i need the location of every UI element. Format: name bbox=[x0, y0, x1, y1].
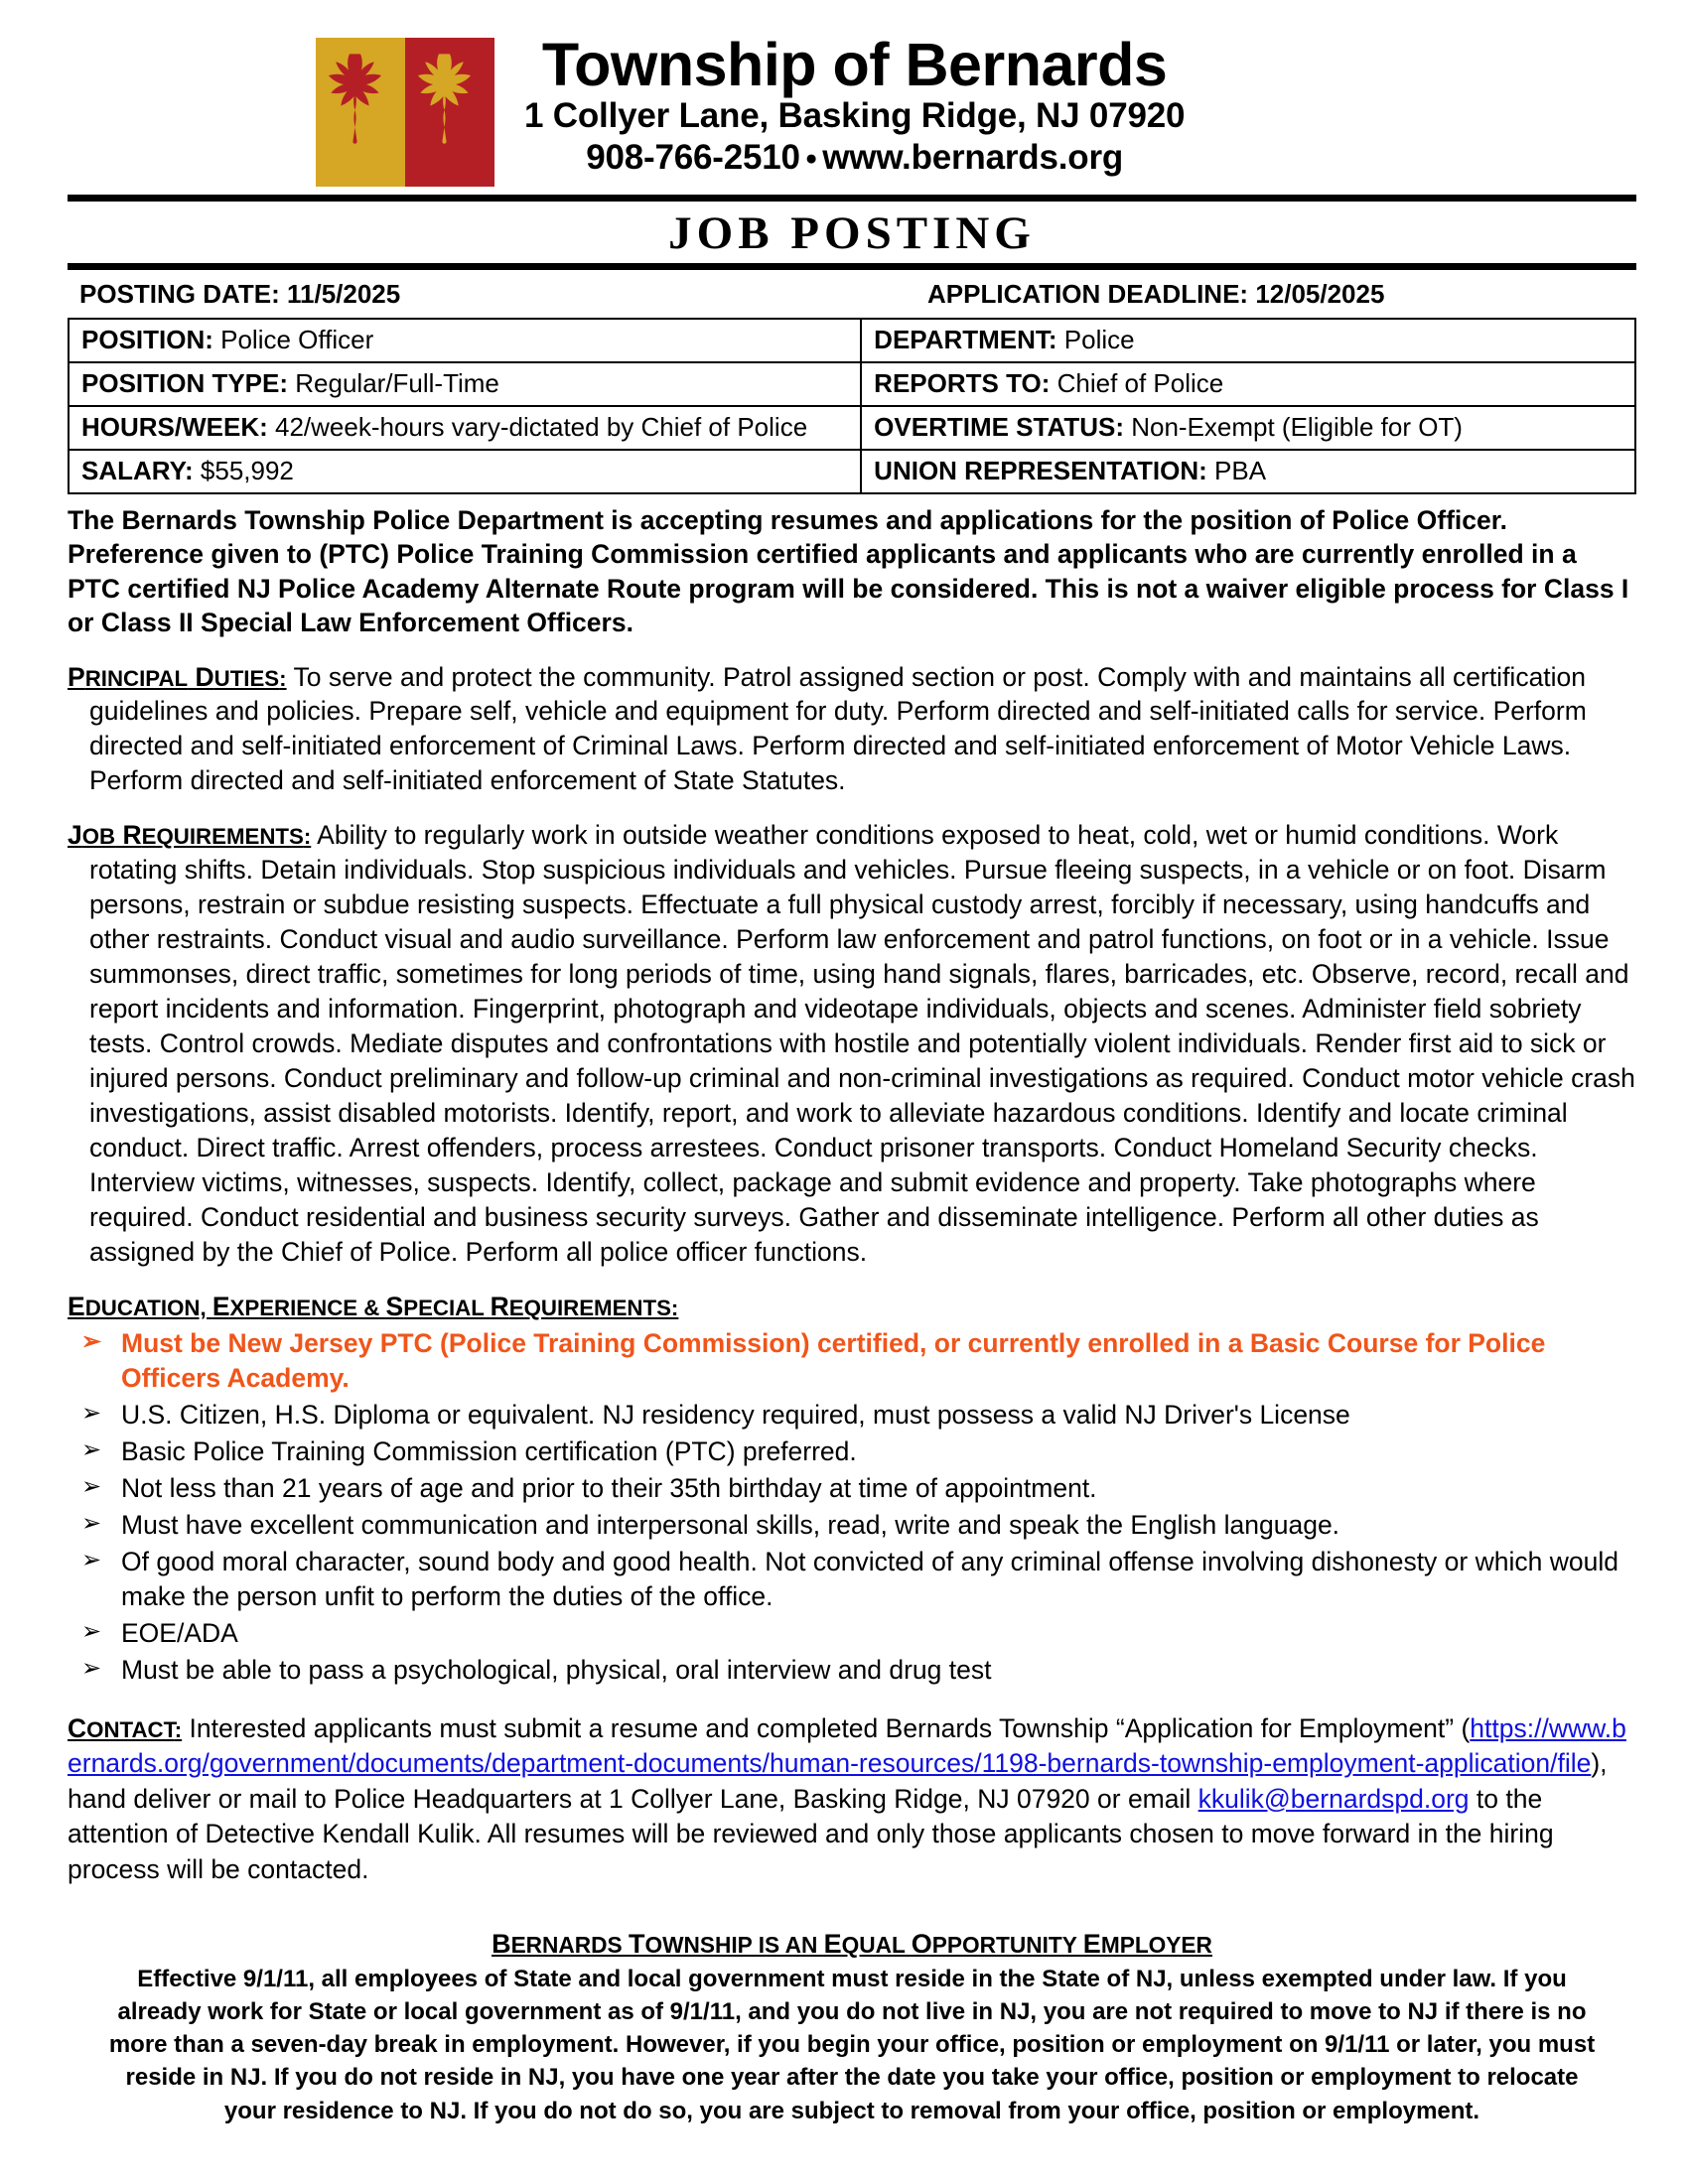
principal-duties-body: To serve and protect the community. Patrol assigned section or post. Comply with and maintains all certification guidelines and policies. Prepare self, vehicle and equipment for duty. Perform directed and self-initiated calls for service. Perform directed and self-initiated enforcement of Criminal Laws. Perform directed and self-initiated enforcement of Motor Vehicle Laws. Perform directed and self-initiated enforcement of State Statutes. bbox=[89, 661, 1587, 796]
list-item bbox=[68, 1326, 1636, 1396]
overtime-status-value: Non-Exempt (Eligible for OT) bbox=[1123, 411, 1463, 442]
department-label: DEPARTMENT: bbox=[874, 324, 1057, 354]
contact-text-part1: Interested applicants must submit a resume and completed Bernards Township “Application for Employment” ( bbox=[182, 1712, 1471, 1743]
list-item-text: Not less than 21 years of age and prior to their 35th birthday at time of appointment. bbox=[121, 1472, 1097, 1503]
dates-row bbox=[68, 270, 1636, 318]
heading-char2: R bbox=[122, 820, 142, 851]
application-deadline bbox=[788, 279, 1636, 310]
heading-char: E bbox=[823, 1929, 842, 1960]
contact-email-link[interactable]: kkulik@bernardspd.org bbox=[1197, 1783, 1470, 1814]
arrow-bullet-icon: ➢ bbox=[81, 1399, 102, 1427]
position-label: POSITION: bbox=[81, 324, 213, 354]
list-item bbox=[68, 1616, 1636, 1651]
cell-salary bbox=[69, 450, 861, 493]
list-item bbox=[68, 1545, 1636, 1614]
education-requirements-heading bbox=[68, 1292, 678, 1322]
organization-address: 1 Collyer Lane, Basking Ridge, NJ 07920 bbox=[524, 96, 1186, 136]
heading-rest: MPLOYER bbox=[1100, 1932, 1212, 1959]
list-item-text: Of good moral character, sound body and good health. Not convicted of any criminal offense involving dishonesty or which would make the person unfit to perform the duties of the office. bbox=[121, 1546, 1618, 1611]
list-item bbox=[68, 1508, 1636, 1543]
position-info-table bbox=[68, 318, 1636, 494]
contact-text-part2: ), hand deliver or mail to Police Headquarters at 1 Collyer Lane, Basking Ridge, NJ 07920 or email bbox=[68, 1748, 1608, 1814]
heading-char: O bbox=[911, 1929, 932, 1960]
contact-text-part3: to the attention of Detective Kendall Kulik. All resumes will be reviewed and only those applicants chosen to move forward in the hiring process will be contacted. bbox=[68, 1783, 1554, 1884]
heading-char: B bbox=[492, 1929, 511, 1960]
organization-contact-line bbox=[524, 137, 1185, 178]
cell-hours-week bbox=[69, 406, 861, 450]
organization-title: Township of Bernards bbox=[541, 31, 1168, 98]
reports-to-value: Chief of Police bbox=[1050, 367, 1224, 398]
header-text-block bbox=[524, 31, 1186, 178]
contact-heading bbox=[68, 1713, 182, 1743]
job-requirements-heading bbox=[68, 820, 311, 850]
posting-date bbox=[68, 279, 788, 310]
list-item bbox=[68, 1434, 1636, 1469]
heading-rest: OWNSHIP IS AN bbox=[644, 1932, 824, 1959]
heading-char: P bbox=[68, 661, 85, 692]
union-representation-label: UNION REPRESENTATION: bbox=[874, 455, 1207, 485]
heading-char: E bbox=[211, 1291, 230, 1321]
salary-label: SALARY: bbox=[81, 455, 194, 485]
heading-rest2: UTIES bbox=[213, 665, 280, 691]
job-requirements-section bbox=[68, 818, 1636, 1270]
heading-rest: ONTACT bbox=[86, 1716, 175, 1742]
heading-char: T bbox=[628, 1929, 645, 1960]
cell-position-type bbox=[69, 362, 861, 406]
cell-reports-to bbox=[861, 362, 1635, 406]
heading-rest: ERNARDS bbox=[510, 1932, 629, 1959]
heading-char: S bbox=[385, 1291, 404, 1321]
list-item-text: Basic Police Training Commission certification (PTC) preferred. bbox=[121, 1435, 857, 1466]
arrow-bullet-icon: ➢ bbox=[81, 1617, 102, 1645]
header-divider-top bbox=[68, 195, 1636, 202]
education-heading-wrap bbox=[68, 1270, 1636, 1326]
arrow-bullet-icon: ➢ bbox=[81, 1546, 102, 1573]
heading-colon: : bbox=[303, 824, 312, 850]
position-type-label: POSITION TYPE: bbox=[81, 367, 289, 398]
principal-duties-heading bbox=[68, 662, 287, 692]
heading-rest: PECIAL bbox=[403, 1295, 491, 1320]
heading-rest: DUCATION, bbox=[84, 1295, 212, 1320]
table-row bbox=[69, 362, 1635, 406]
contact-section bbox=[68, 1711, 1636, 1888]
heading-colon: : bbox=[174, 1716, 183, 1742]
department-value: Police bbox=[1056, 324, 1135, 354]
list-item bbox=[68, 1398, 1636, 1433]
heading-rest: PPORTUNITY bbox=[931, 1932, 1083, 1959]
heading-rest: OB bbox=[81, 824, 116, 850]
position-type-value: Regular/Full-Time bbox=[288, 367, 499, 398]
page-title: JOB POSTING bbox=[668, 207, 1036, 259]
posting-date-label: POSTING DATE: bbox=[79, 278, 280, 309]
list-item-text: U.S. Citizen, H.S. Diploma or equivalent. NJ residency required, must possess a valid NJ Driver's License bbox=[121, 1399, 1350, 1430]
overtime-status-label: OVERTIME STATUS: bbox=[874, 411, 1124, 442]
heading-rest: RINCIPAL bbox=[84, 665, 189, 691]
heading-char: E bbox=[68, 1291, 85, 1321]
township-oak-leaf-logo-icon bbox=[316, 38, 494, 187]
application-deadline-label: APPLICATION DEADLINE: bbox=[927, 278, 1249, 309]
website-url: www.bernards.org bbox=[822, 137, 1124, 177]
arrow-bullet-icon: ➢ bbox=[81, 1327, 102, 1355]
eeo-heading-text bbox=[492, 1929, 1212, 1959]
separator-dot: ● bbox=[804, 146, 818, 170]
arrow-bullet-icon: ➢ bbox=[81, 1472, 102, 1500]
cell-overtime-status bbox=[861, 406, 1635, 450]
heading-rest: XPERIENCE & bbox=[229, 1295, 386, 1320]
hours-week-label: HOURS/WEEK: bbox=[81, 411, 268, 442]
heading-rest2: EQUIREMENTS bbox=[141, 824, 304, 850]
arrow-bullet-icon: ➢ bbox=[81, 1509, 102, 1537]
arrow-bullet-icon: ➢ bbox=[81, 1435, 102, 1463]
heading-char: E bbox=[1082, 1929, 1101, 1960]
salary-value: $55,992 bbox=[193, 455, 294, 485]
heading-rest: EQUIREMENTS: bbox=[508, 1295, 679, 1320]
table-row bbox=[69, 319, 1635, 362]
principal-duties-section bbox=[68, 660, 1636, 799]
heading-rest: QUAL bbox=[841, 1932, 912, 1959]
list-item-text: Must be New Jersey PTC (Police Training Commission) certified, or currently enrolled in a Basic Course for Police Officers Academy. bbox=[121, 1327, 1546, 1393]
heading-char: C bbox=[68, 1712, 87, 1743]
eeo-heading bbox=[68, 1929, 1636, 1960]
header-divider-bottom bbox=[68, 263, 1636, 270]
reports-to-label: REPORTS TO: bbox=[874, 367, 1051, 398]
phone-number: 908-766-2510 bbox=[586, 137, 800, 177]
cell-department bbox=[861, 319, 1635, 362]
job-requirements-body: Ability to regularly work in outside weather conditions exposed to heat, cold, wet or humid conditions. Work rotating shifts. Detain individuals. Stop suspicious individuals and vehicles. Pursue fleeing suspects, in a vehicle or on foot. Disarm persons, restrain or subdue resisting suspects. Effectuate a full physical custody arrest, forcibly if necessary, using handcuffs and other restraints. Conduct visual and audio surveillance. Perform law enforcement and patrol functions, on foot or in a vehicle. Issue summonses, direct traffic, sometimes for long periods of time, using hand signals, flares, barricades, etc. Observe, record, recall and report incidents and information. Fingerprint, photograph and videotape individuals, objects and scenes. Administer field sobriety tests. Control crowds. Mediate disputes and confrontations with hostile and potentially violent individuals. Render first aid to sick or injured persons. Conduct preliminary and follow-up criminal and non-criminal investigations as required. Conduct motor vehicle crash investigations, assist disabled motorists. Identify, report, and work to alleviate hazardous conditions. Identify and locate criminal conduct. Direct traffic. Arrest offenders, process arrestees. Conduct prisoner transports. Conduct Homeland Security checks. Interview victims, witnesses, suspects. Identify, collect, package and submit evidence and property. Take photographs where required. Conduct residential and business security surveys. Gather and disseminate intelligence. Perform all other duties as assigned by the Chief of Police. Perform all police officer functions. bbox=[89, 820, 1635, 1267]
heading-char: J bbox=[68, 820, 82, 851]
eeo-body-text: Effective 9/1/11, all employees of State and local government must reside in the State of NJ, unless exempted under law. If you already work for State or local government as of 9/1/11, and you do not live in NJ, you are not required to move to NJ if there is no more than a seven-day break in employment. However, if you begin your office, position or employment on 9/1/11 or later, you must reside in NJ. If you do not reside in NJ, you have one year after the date you take your office, position or employment to relocate your residence to NJ. If you do not do so, you are subject to removal from your office, position or employment. bbox=[108, 1966, 1596, 2124]
employment-application-link[interactable]: https://www.bernards.org/government/documents/department-documents/human-resources/1198-bernards-township-employment-application/file bbox=[68, 1712, 1626, 1779]
education-requirements-list bbox=[68, 1326, 1636, 1688]
posting-date-value: 11/5/2025 bbox=[286, 278, 401, 309]
cell-union-representation bbox=[861, 450, 1635, 493]
table-row bbox=[69, 450, 1635, 493]
heading-colon: : bbox=[279, 665, 287, 691]
cell-position bbox=[69, 319, 861, 362]
heading-char2: D bbox=[195, 661, 214, 692]
application-deadline-value: 12/05/2025 bbox=[1255, 278, 1385, 309]
intro-paragraph: The Bernards Township Police Department is accepting resumes and applications for the position of Police Officer. Preference given to (PTC) Police Training Commission certified applicants and applicants who are currently enrolled in a PTC certified NJ Police Academy Alternate Route program will be considered. This is not a waiver eligible process for Class I or Class II Special Law Enforcement Officers. bbox=[68, 504, 1629, 638]
list-item-text: EOE/ADA bbox=[121, 1617, 238, 1648]
list-item-text: Must be able to pass a psychological, physical, oral interview and drug test bbox=[121, 1654, 992, 1685]
list-item bbox=[68, 1653, 1636, 1688]
heading-char: R bbox=[490, 1291, 509, 1321]
arrow-bullet-icon: ➢ bbox=[81, 1654, 102, 1682]
list-item-text: Must have excellent communication and interpersonal skills, read, write and speak the English language. bbox=[121, 1509, 1340, 1540]
document-header bbox=[68, 31, 1636, 187]
union-representation-value: PBA bbox=[1206, 455, 1267, 485]
list-item bbox=[68, 1471, 1636, 1506]
hours-week-value: 42/week-hours vary-dictated by Chief of Police bbox=[267, 411, 808, 442]
position-value: Police Officer bbox=[212, 324, 374, 354]
table-row bbox=[69, 406, 1635, 450]
